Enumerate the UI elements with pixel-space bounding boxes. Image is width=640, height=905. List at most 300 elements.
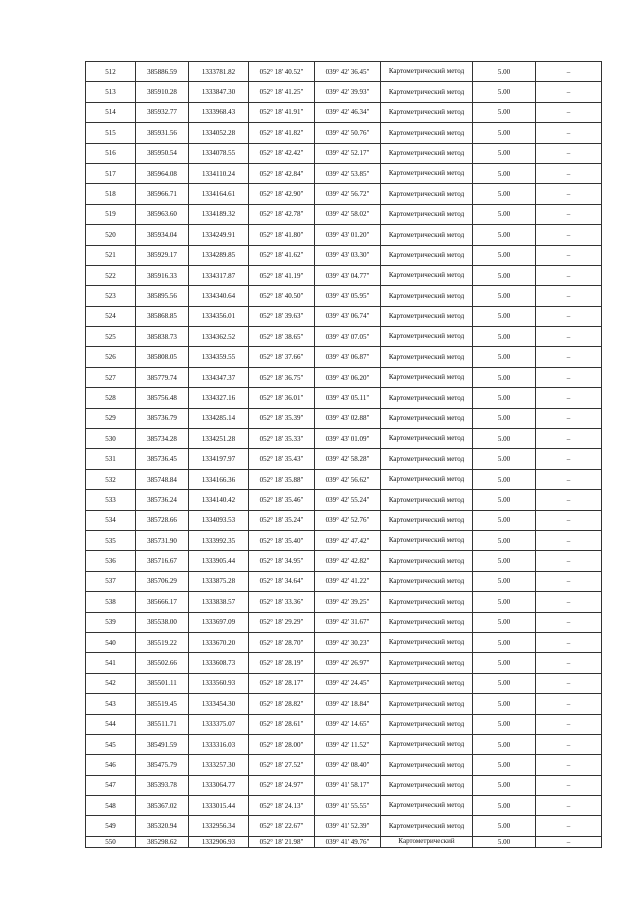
table-row bbox=[86, 225, 602, 245]
accuracy-cell: 5.00 bbox=[473, 490, 536, 510]
table-row bbox=[86, 408, 602, 428]
latitude-cell: 052° 18' 35.39" bbox=[249, 408, 315, 428]
method-cell: Картометрический метод bbox=[381, 102, 473, 122]
point-number-cell: 516 bbox=[86, 143, 136, 163]
y-coordinate-cell: 1334327.16 bbox=[189, 388, 249, 408]
method-cell: Картометрический метод bbox=[381, 204, 473, 224]
latitude-cell: 052° 18' 41.62" bbox=[249, 245, 315, 265]
x-coordinate-cell: 385748.84 bbox=[136, 469, 189, 489]
method-cell: Картометрический метод bbox=[381, 469, 473, 489]
table-row bbox=[86, 469, 602, 489]
x-coordinate-cell: 385728.66 bbox=[136, 510, 189, 530]
note-cell: – bbox=[536, 796, 602, 816]
accuracy-cell: 5.00 bbox=[473, 510, 536, 530]
note-cell: – bbox=[536, 755, 602, 775]
y-coordinate-cell: 1332956.34 bbox=[189, 816, 249, 836]
y-coordinate-cell: 1334189.32 bbox=[189, 204, 249, 224]
table-row bbox=[86, 102, 602, 122]
accuracy-cell: 5.00 bbox=[473, 449, 536, 469]
accuracy-cell: 5.00 bbox=[473, 836, 536, 847]
method-cell: Картометрический метод bbox=[381, 123, 473, 143]
latitude-cell: 052° 18' 33.36" bbox=[249, 592, 315, 612]
latitude-cell: 052° 18' 36.75" bbox=[249, 367, 315, 387]
method-cell: Картометрический метод bbox=[381, 306, 473, 326]
point-number-cell: 548 bbox=[86, 796, 136, 816]
longitude-cell: 039° 41' 52.39" bbox=[315, 816, 381, 836]
accuracy-cell: 5.00 bbox=[473, 143, 536, 163]
accuracy-cell: 5.00 bbox=[473, 408, 536, 428]
y-coordinate-cell: 1333992.35 bbox=[189, 530, 249, 550]
y-coordinate-cell: 1332906.93 bbox=[189, 836, 249, 847]
table-row bbox=[86, 714, 602, 734]
accuracy-cell: 5.00 bbox=[473, 816, 536, 836]
latitude-cell: 052° 18' 28.17" bbox=[249, 673, 315, 693]
table-row bbox=[86, 449, 602, 469]
table-row bbox=[86, 163, 602, 183]
table-row bbox=[86, 490, 602, 510]
longitude-cell: 039° 42' 39.93" bbox=[315, 82, 381, 102]
x-coordinate-cell: 385367.02 bbox=[136, 796, 189, 816]
latitude-cell: 052° 18' 41.82" bbox=[249, 123, 315, 143]
point-number-cell: 537 bbox=[86, 571, 136, 591]
point-number-cell: 528 bbox=[86, 388, 136, 408]
x-coordinate-cell: 385731.90 bbox=[136, 530, 189, 550]
y-coordinate-cell: 1333875.28 bbox=[189, 571, 249, 591]
x-coordinate-cell: 385734.28 bbox=[136, 429, 189, 449]
point-number-cell: 523 bbox=[86, 286, 136, 306]
point-number-cell: 533 bbox=[86, 490, 136, 510]
point-number-cell: 513 bbox=[86, 82, 136, 102]
accuracy-cell: 5.00 bbox=[473, 204, 536, 224]
point-number-cell: 515 bbox=[86, 123, 136, 143]
longitude-cell: 039° 42' 41.22" bbox=[315, 571, 381, 591]
method-cell: Картометрический метод bbox=[381, 143, 473, 163]
latitude-cell: 052° 18' 27.52" bbox=[249, 755, 315, 775]
point-number-cell: 514 bbox=[86, 102, 136, 122]
x-coordinate-cell: 385838.73 bbox=[136, 327, 189, 347]
method-cell: Картометрический метод bbox=[381, 714, 473, 734]
y-coordinate-cell: 1334078.55 bbox=[189, 143, 249, 163]
accuracy-cell: 5.00 bbox=[473, 62, 536, 82]
x-coordinate-cell: 385779.74 bbox=[136, 367, 189, 387]
y-coordinate-cell: 1333560.93 bbox=[189, 673, 249, 693]
note-cell: – bbox=[536, 673, 602, 693]
longitude-cell: 039° 42' 52.76" bbox=[315, 510, 381, 530]
note-cell: – bbox=[536, 510, 602, 530]
point-number-cell: 512 bbox=[86, 62, 136, 82]
point-number-cell: 538 bbox=[86, 592, 136, 612]
accuracy-cell: 5.00 bbox=[473, 184, 536, 204]
x-coordinate-cell: 385320.94 bbox=[136, 816, 189, 836]
latitude-cell: 052° 18' 41.91" bbox=[249, 102, 315, 122]
point-number-cell: 529 bbox=[86, 408, 136, 428]
latitude-cell: 052° 18' 37.66" bbox=[249, 347, 315, 367]
accuracy-cell: 5.00 bbox=[473, 286, 536, 306]
y-coordinate-cell: 1334285.14 bbox=[189, 408, 249, 428]
x-coordinate-cell: 385929.17 bbox=[136, 245, 189, 265]
longitude-cell: 039° 42' 39.25" bbox=[315, 592, 381, 612]
table-row bbox=[86, 123, 602, 143]
latitude-cell: 052° 18' 29.29" bbox=[249, 612, 315, 632]
longitude-cell: 039° 42' 56.72" bbox=[315, 184, 381, 204]
note-cell: – bbox=[536, 530, 602, 550]
table-row bbox=[86, 245, 602, 265]
accuracy-cell: 5.00 bbox=[473, 612, 536, 632]
method-cell: Картометрический метод bbox=[381, 245, 473, 265]
method-cell: Картометрический метод bbox=[381, 796, 473, 816]
latitude-cell: 052° 18' 34.64" bbox=[249, 571, 315, 591]
point-number-cell: 539 bbox=[86, 612, 136, 632]
point-number-cell: 540 bbox=[86, 632, 136, 652]
latitude-cell: 052° 18' 28.00" bbox=[249, 734, 315, 754]
note-cell: – bbox=[536, 367, 602, 387]
note-cell: – bbox=[536, 265, 602, 285]
note-cell: – bbox=[536, 632, 602, 652]
y-coordinate-cell: 1334317.87 bbox=[189, 265, 249, 285]
note-cell: – bbox=[536, 347, 602, 367]
table-row bbox=[86, 653, 602, 673]
method-cell: Картометрический метод bbox=[381, 816, 473, 836]
longitude-cell: 039° 43' 05.11" bbox=[315, 388, 381, 408]
point-number-cell: 545 bbox=[86, 734, 136, 754]
coordinates-table-sheet bbox=[85, 61, 601, 848]
x-coordinate-cell: 385519.22 bbox=[136, 632, 189, 652]
point-number-cell: 535 bbox=[86, 530, 136, 550]
latitude-cell: 052° 18' 21.98" bbox=[249, 836, 315, 847]
accuracy-cell: 5.00 bbox=[473, 388, 536, 408]
x-coordinate-cell: 385736.24 bbox=[136, 490, 189, 510]
latitude-cell: 052° 18' 38.65" bbox=[249, 327, 315, 347]
method-cell: Картометрический метод bbox=[381, 286, 473, 306]
method-cell: Картометрический метод bbox=[381, 490, 473, 510]
accuracy-cell: 5.00 bbox=[473, 673, 536, 693]
point-number-cell: 521 bbox=[86, 245, 136, 265]
x-coordinate-cell: 385950.54 bbox=[136, 143, 189, 163]
note-cell: – bbox=[536, 612, 602, 632]
longitude-cell: 039° 41' 49.76" bbox=[315, 836, 381, 847]
longitude-cell: 039° 42' 46.34" bbox=[315, 102, 381, 122]
accuracy-cell: 5.00 bbox=[473, 571, 536, 591]
y-coordinate-cell: 1334359.55 bbox=[189, 347, 249, 367]
longitude-cell: 039° 42' 42.82" bbox=[315, 551, 381, 571]
accuracy-cell: 5.00 bbox=[473, 225, 536, 245]
x-coordinate-cell: 385886.59 bbox=[136, 62, 189, 82]
method-cell: Картометрический метод bbox=[381, 612, 473, 632]
accuracy-cell: 5.00 bbox=[473, 367, 536, 387]
note-cell: – bbox=[536, 816, 602, 836]
latitude-cell: 052° 18' 41.19" bbox=[249, 265, 315, 285]
latitude-cell: 052° 18' 28.82" bbox=[249, 694, 315, 714]
longitude-cell: 039° 43' 06.74" bbox=[315, 306, 381, 326]
y-coordinate-cell: 1334166.36 bbox=[189, 469, 249, 489]
point-number-cell: 544 bbox=[86, 714, 136, 734]
accuracy-cell: 5.00 bbox=[473, 755, 536, 775]
x-coordinate-cell: 385502.66 bbox=[136, 653, 189, 673]
method-cell: Картометрический метод bbox=[381, 82, 473, 102]
y-coordinate-cell: 1333781.82 bbox=[189, 62, 249, 82]
latitude-cell: 052° 18' 40.52" bbox=[249, 62, 315, 82]
y-coordinate-cell: 1334110.24 bbox=[189, 163, 249, 183]
x-coordinate-cell: 385868.85 bbox=[136, 306, 189, 326]
longitude-cell: 039° 41' 58.17" bbox=[315, 775, 381, 795]
method-cell: Картометрический метод bbox=[381, 225, 473, 245]
point-number-cell: 547 bbox=[86, 775, 136, 795]
method-cell: Картометрический метод bbox=[381, 408, 473, 428]
y-coordinate-cell: 1334164.61 bbox=[189, 184, 249, 204]
table-row bbox=[86, 388, 602, 408]
method-cell: Картометрический метод bbox=[381, 184, 473, 204]
latitude-cell: 052° 18' 22.67" bbox=[249, 816, 315, 836]
y-coordinate-cell: 1334347.37 bbox=[189, 367, 249, 387]
y-coordinate-cell: 1333670.20 bbox=[189, 632, 249, 652]
note-cell: – bbox=[536, 163, 602, 183]
longitude-cell: 039° 42' 36.45" bbox=[315, 62, 381, 82]
point-number-cell: 536 bbox=[86, 551, 136, 571]
table-row bbox=[86, 551, 602, 571]
accuracy-cell: 5.00 bbox=[473, 82, 536, 102]
accuracy-cell: 5.00 bbox=[473, 714, 536, 734]
method-cell: Картометрический метод bbox=[381, 775, 473, 795]
accuracy-cell: 5.00 bbox=[473, 694, 536, 714]
latitude-cell: 052° 18' 36.01" bbox=[249, 388, 315, 408]
x-coordinate-cell: 385393.78 bbox=[136, 775, 189, 795]
y-coordinate-cell: 1333838.57 bbox=[189, 592, 249, 612]
method-cell: Картометрический метод bbox=[381, 510, 473, 530]
latitude-cell: 052° 18' 24.13" bbox=[249, 796, 315, 816]
x-coordinate-cell: 385964.08 bbox=[136, 163, 189, 183]
method-cell: Картометрический метод bbox=[381, 694, 473, 714]
point-number-cell: 522 bbox=[86, 265, 136, 285]
accuracy-cell: 5.00 bbox=[473, 163, 536, 183]
table-row bbox=[86, 347, 602, 367]
accuracy-cell: 5.00 bbox=[473, 102, 536, 122]
table-row bbox=[86, 327, 602, 347]
method-cell: Картометрический метод bbox=[381, 571, 473, 591]
point-number-cell: 546 bbox=[86, 755, 136, 775]
y-coordinate-cell: 1334249.91 bbox=[189, 225, 249, 245]
method-cell: Картометрический метод bbox=[381, 755, 473, 775]
longitude-cell: 039° 43' 07.05" bbox=[315, 327, 381, 347]
table-row bbox=[86, 592, 602, 612]
y-coordinate-cell: 1334362.52 bbox=[189, 327, 249, 347]
longitude-cell: 039° 43' 04.77" bbox=[315, 265, 381, 285]
y-coordinate-cell: 1333064.77 bbox=[189, 775, 249, 795]
table-row bbox=[86, 755, 602, 775]
table-row bbox=[86, 184, 602, 204]
note-cell: – bbox=[536, 429, 602, 449]
note-cell: – bbox=[536, 449, 602, 469]
method-cell: Картометрический метод bbox=[381, 632, 473, 652]
table-row bbox=[86, 204, 602, 224]
table-row bbox=[86, 306, 602, 326]
x-coordinate-cell: 385934.04 bbox=[136, 225, 189, 245]
point-number-cell: 525 bbox=[86, 327, 136, 347]
longitude-cell: 039° 42' 30.23" bbox=[315, 632, 381, 652]
latitude-cell: 052° 18' 41.25" bbox=[249, 82, 315, 102]
y-coordinate-cell: 1333968.43 bbox=[189, 102, 249, 122]
x-coordinate-cell: 385519.45 bbox=[136, 694, 189, 714]
x-coordinate-cell: 385808.05 bbox=[136, 347, 189, 367]
note-cell: – bbox=[536, 592, 602, 612]
longitude-cell: 039° 43' 06.87" bbox=[315, 347, 381, 367]
table-row bbox=[86, 367, 602, 387]
method-cell: Картометрический метод bbox=[381, 530, 473, 550]
table-row bbox=[86, 734, 602, 754]
note-cell: – bbox=[536, 82, 602, 102]
note-cell: – bbox=[536, 490, 602, 510]
table-row bbox=[86, 796, 602, 816]
latitude-cell: 052° 18' 35.43" bbox=[249, 449, 315, 469]
y-coordinate-cell: 1333454.30 bbox=[189, 694, 249, 714]
accuracy-cell: 5.00 bbox=[473, 551, 536, 571]
x-coordinate-cell: 385511.71 bbox=[136, 714, 189, 734]
table-row bbox=[86, 836, 602, 847]
x-coordinate-cell: 385916.33 bbox=[136, 265, 189, 285]
longitude-cell: 039° 43' 01.20" bbox=[315, 225, 381, 245]
method-cell: Картометрический метод bbox=[381, 592, 473, 612]
note-cell: – bbox=[536, 388, 602, 408]
longitude-cell: 039° 42' 24.45" bbox=[315, 673, 381, 693]
x-coordinate-cell: 385538.00 bbox=[136, 612, 189, 632]
accuracy-cell: 5.00 bbox=[473, 469, 536, 489]
longitude-cell: 039° 42' 50.76" bbox=[315, 123, 381, 143]
latitude-cell: 052° 18' 42.42" bbox=[249, 143, 315, 163]
method-cell: Картометрический метод bbox=[381, 163, 473, 183]
longitude-cell: 039° 42' 58.28" bbox=[315, 449, 381, 469]
method-cell: Картометрический метод bbox=[381, 388, 473, 408]
x-coordinate-cell: 385931.56 bbox=[136, 123, 189, 143]
method-cell: Картометрический метод bbox=[381, 347, 473, 367]
note-cell: – bbox=[536, 734, 602, 754]
longitude-cell: 039° 43' 03.30" bbox=[315, 245, 381, 265]
latitude-cell: 052° 18' 34.95" bbox=[249, 551, 315, 571]
x-coordinate-cell: 385501.11 bbox=[136, 673, 189, 693]
longitude-cell: 039° 43' 05.95" bbox=[315, 286, 381, 306]
x-coordinate-cell: 385491.59 bbox=[136, 734, 189, 754]
method-cell: Картометрический метод bbox=[381, 429, 473, 449]
longitude-cell: 039° 42' 14.65" bbox=[315, 714, 381, 734]
accuracy-cell: 5.00 bbox=[473, 632, 536, 652]
y-coordinate-cell: 1334093.53 bbox=[189, 510, 249, 530]
note-cell: – bbox=[536, 653, 602, 673]
note-cell: – bbox=[536, 225, 602, 245]
method-cell: Картометрический метод bbox=[381, 62, 473, 82]
table-row bbox=[86, 62, 602, 82]
note-cell: – bbox=[536, 102, 602, 122]
accuracy-cell: 5.00 bbox=[473, 327, 536, 347]
coordinates-table bbox=[85, 61, 602, 848]
note-cell: – bbox=[536, 571, 602, 591]
accuracy-cell: 5.00 bbox=[473, 306, 536, 326]
accuracy-cell: 5.00 bbox=[473, 796, 536, 816]
point-number-cell: 520 bbox=[86, 225, 136, 245]
accuracy-cell: 5.00 bbox=[473, 347, 536, 367]
longitude-cell: 039° 42' 56.62" bbox=[315, 469, 381, 489]
longitude-cell: 039° 42' 11.52" bbox=[315, 734, 381, 754]
table-row bbox=[86, 530, 602, 550]
method-cell: Картометрический метод bbox=[381, 673, 473, 693]
point-number-cell: 527 bbox=[86, 367, 136, 387]
x-coordinate-cell: 385966.71 bbox=[136, 184, 189, 204]
x-coordinate-cell: 385895.56 bbox=[136, 286, 189, 306]
y-coordinate-cell: 1334289.85 bbox=[189, 245, 249, 265]
y-coordinate-cell: 1334340.64 bbox=[189, 286, 249, 306]
method-cell: Картометрический метод bbox=[381, 367, 473, 387]
note-cell: – bbox=[536, 143, 602, 163]
point-number-cell: 541 bbox=[86, 653, 136, 673]
accuracy-cell: 5.00 bbox=[473, 734, 536, 754]
x-coordinate-cell: 385298.62 bbox=[136, 836, 189, 847]
accuracy-cell: 5.00 bbox=[473, 775, 536, 795]
longitude-cell: 039° 42' 52.17" bbox=[315, 143, 381, 163]
longitude-cell: 039° 42' 26.97" bbox=[315, 653, 381, 673]
note-cell: – bbox=[536, 714, 602, 734]
longitude-cell: 039° 42' 08.40" bbox=[315, 755, 381, 775]
note-cell: – bbox=[536, 327, 602, 347]
point-number-cell: 517 bbox=[86, 163, 136, 183]
y-coordinate-cell: 1333608.73 bbox=[189, 653, 249, 673]
point-number-cell: 519 bbox=[86, 204, 136, 224]
longitude-cell: 039° 41' 55.55" bbox=[315, 796, 381, 816]
method-cell: Картометрический метод bbox=[381, 449, 473, 469]
latitude-cell: 052° 18' 35.40" bbox=[249, 530, 315, 550]
latitude-cell: 052° 18' 28.61" bbox=[249, 714, 315, 734]
table-row bbox=[86, 612, 602, 632]
note-cell: – bbox=[536, 469, 602, 489]
note-cell: – bbox=[536, 204, 602, 224]
longitude-cell: 039° 42' 47.42" bbox=[315, 530, 381, 550]
y-coordinate-cell: 1333257.30 bbox=[189, 755, 249, 775]
point-number-cell: 530 bbox=[86, 429, 136, 449]
x-coordinate-cell: 385475.79 bbox=[136, 755, 189, 775]
y-coordinate-cell: 1333316.03 bbox=[189, 734, 249, 754]
latitude-cell: 052° 18' 40.50" bbox=[249, 286, 315, 306]
x-coordinate-cell: 385932.77 bbox=[136, 102, 189, 122]
accuracy-cell: 5.00 bbox=[473, 265, 536, 285]
note-cell: – bbox=[536, 408, 602, 428]
point-number-cell: 543 bbox=[86, 694, 136, 714]
table-row bbox=[86, 775, 602, 795]
note-cell: – bbox=[536, 694, 602, 714]
y-coordinate-cell: 1333905.44 bbox=[189, 551, 249, 571]
method-cell: Картометрический метод bbox=[381, 734, 473, 754]
latitude-cell: 052° 18' 24.97" bbox=[249, 775, 315, 795]
method-cell: Картометрический метод bbox=[381, 551, 473, 571]
y-coordinate-cell: 1334052.28 bbox=[189, 123, 249, 143]
method-cell: Картометрический метод bbox=[381, 327, 473, 347]
point-number-cell: 524 bbox=[86, 306, 136, 326]
table-row bbox=[86, 286, 602, 306]
x-coordinate-cell: 385736.45 bbox=[136, 449, 189, 469]
point-number-cell: 518 bbox=[86, 184, 136, 204]
table-row bbox=[86, 429, 602, 449]
latitude-cell: 052° 18' 41.80" bbox=[249, 225, 315, 245]
latitude-cell: 052° 18' 42.90" bbox=[249, 184, 315, 204]
longitude-cell: 039° 43' 06.20" bbox=[315, 367, 381, 387]
accuracy-cell: 5.00 bbox=[473, 592, 536, 612]
latitude-cell: 052° 18' 39.63" bbox=[249, 306, 315, 326]
point-number-cell: 531 bbox=[86, 449, 136, 469]
point-number-cell: 532 bbox=[86, 469, 136, 489]
y-coordinate-cell: 1334140.42 bbox=[189, 490, 249, 510]
x-coordinate-cell: 385910.28 bbox=[136, 82, 189, 102]
note-cell: – bbox=[536, 245, 602, 265]
table-row bbox=[86, 265, 602, 285]
longitude-cell: 039° 42' 55.24" bbox=[315, 490, 381, 510]
accuracy-cell: 5.00 bbox=[473, 429, 536, 449]
latitude-cell: 052° 18' 28.19" bbox=[249, 653, 315, 673]
method-cell: Картометрический метод bbox=[381, 653, 473, 673]
